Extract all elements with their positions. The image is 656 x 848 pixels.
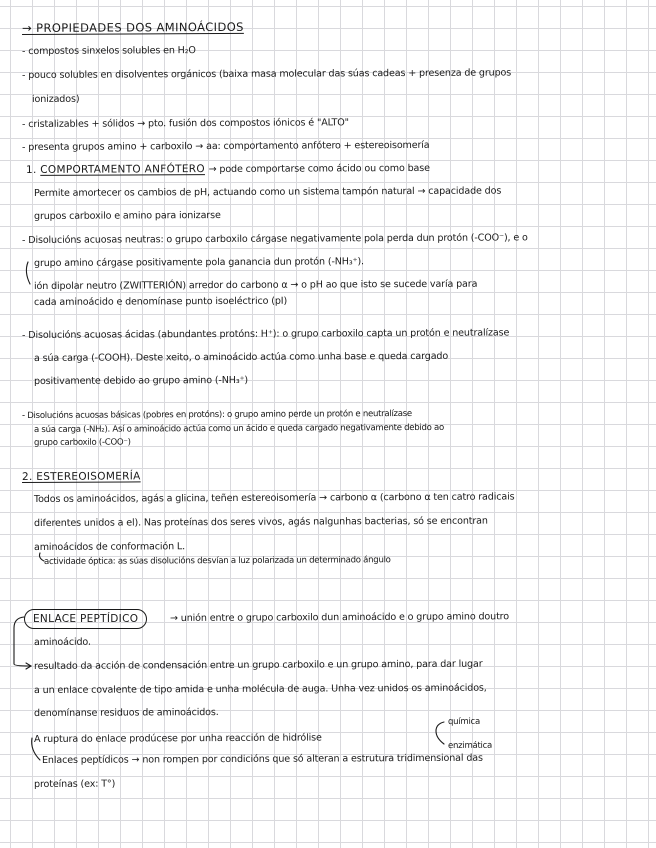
- section1-line-6: cada aminoácido e denomínase punto isoeléctrico (pI): [33, 295, 288, 308]
- section1-line-12: grupo carboxilo (-COO⁻): [33, 437, 131, 448]
- section1-heading: COMPORTAMENTO ANFÓTERO: [40, 163, 205, 176]
- section1-line-8: a súa carga (-COOH). Deste xeito, o aminoácido actúa como unha base e queda cargado: [33, 350, 449, 364]
- section1-number: 1.: [25, 163, 37, 176]
- intro-line-5: - presenta grupos amino + carboxilo → aa: comportamento anfótero + estereoisomería: [21, 139, 430, 153]
- section1-line-11: a súa carga (-NH₂). Así o aminoácido actúa como un ácido e queda cargado negativamente debido ao: [33, 422, 445, 435]
- peptide-bracket-arrow: [14, 617, 30, 666]
- section1-line-1: Permite amortecer os cambios de pH, actuando como un sistema tampón natural → capacidade dos: [33, 185, 502, 199]
- section1-line-7: - Disolucións acuosas ácidas (abundantes protóns: H⁺): o grupo carboxilo capta un protón e neutralízase: [21, 327, 510, 341]
- section3-line-5: A ruptura do enlace prodúcese por unha reacción de hidrólise: [33, 732, 322, 745]
- section3-line-7: proteínas (ex: T°): [33, 778, 116, 790]
- section1-line-4: grupo amino cárgase positivamente pola ganancia dun protón (-NH₃⁺).: [33, 256, 364, 269]
- section3-line-2: resultado da acción de condensación entre un grupo carboxilo e un grupo amino, para dar lugar: [33, 658, 483, 672]
- section3-heading-rest: → unión entre o grupo carboxilo dun aminoácido e o grupo amino doutro: [169, 611, 510, 624]
- section3-line-1: aminoácido.: [33, 636, 91, 648]
- section2-line-1: Todos os aminoácidos, agás a glicina, teñen estereoisomería → carbono α (carbono α ten catro radicais: [33, 491, 515, 505]
- intro-line-2: - pouco solubles en disolventes orgánicos (baixa masa molecular das súas cadeas + presenza de grupos: [21, 67, 512, 81]
- hydrolysis-type-enzymatic: enzimática: [447, 740, 493, 751]
- section1-heading-rest: → pode comportarse como ácido ou como base: [208, 162, 430, 176]
- section2-line-4: actividade óptica: as súas disolucións desvían a luz polarizada un determinado ángulo: [43, 555, 391, 567]
- section3-line-3: a un enlace covalente de tipo amida e unha molécula de auga. Unha vez unidos os aminoácidos,: [33, 682, 487, 696]
- optical-activity-hook: [40, 553, 45, 561]
- section3-line-6: Enlaces peptídicos → non rompen por condicións que só alteran a estrutura tridimensional das: [41, 752, 483, 766]
- intro-line-4: - cristalizables + sólidos → pto. fusión dos compostos iónicos é "ALTO": [21, 117, 349, 130]
- section1-line-10: - Disolucións acuosas básicas (pobres en protóns): o grupo amino perde un protón e neutralízase: [21, 408, 412, 421]
- page-title: → PROPIEDADES DOS AMINOÁCIDOS: [21, 19, 244, 35]
- hydrolysis-type-chemical: química: [447, 716, 480, 727]
- intro-line-1: - compostos sinxelos solubles en H₂O: [21, 45, 196, 57]
- rupture-hook-arrow: [32, 738, 40, 760]
- section3-heading-box: ENLACE PEPTÍDICO: [24, 609, 147, 629]
- section1-line-3: - Disolucións acuosas neutras: o grupo carboxilo cárgase negativamente pola perda dun protón (-COO⁻), e o: [21, 232, 528, 246]
- section2-line-2: diferentes unidos a el). Nas proteínas dos seres vivos, agás nalgunhas bacterias, só se encontran: [33, 515, 488, 529]
- section3-line-4: denomínanse residuos de aminoácidos.: [33, 707, 219, 719]
- section2-heading: 2. ESTEREOISOMERÍA: [21, 470, 141, 483]
- section1-line-2: grupos carboxilo e amino para ionizarse: [33, 210, 221, 222]
- section2-line-3: aminoácidos de conformación L.: [33, 541, 186, 553]
- hydrolysis-brace: [436, 722, 444, 744]
- intro-line-3: ionizados): [31, 93, 80, 105]
- section1-line-5: ión dipolar neutro (ZWITTERIÓN) arredor do carbono α → o pH ao que isto se sucede varía para: [33, 278, 478, 292]
- zwitterion-hook-arrow: [26, 262, 30, 284]
- section1-line-9: positivamente debido ao grupo amino (-NH₃⁺): [33, 374, 249, 387]
